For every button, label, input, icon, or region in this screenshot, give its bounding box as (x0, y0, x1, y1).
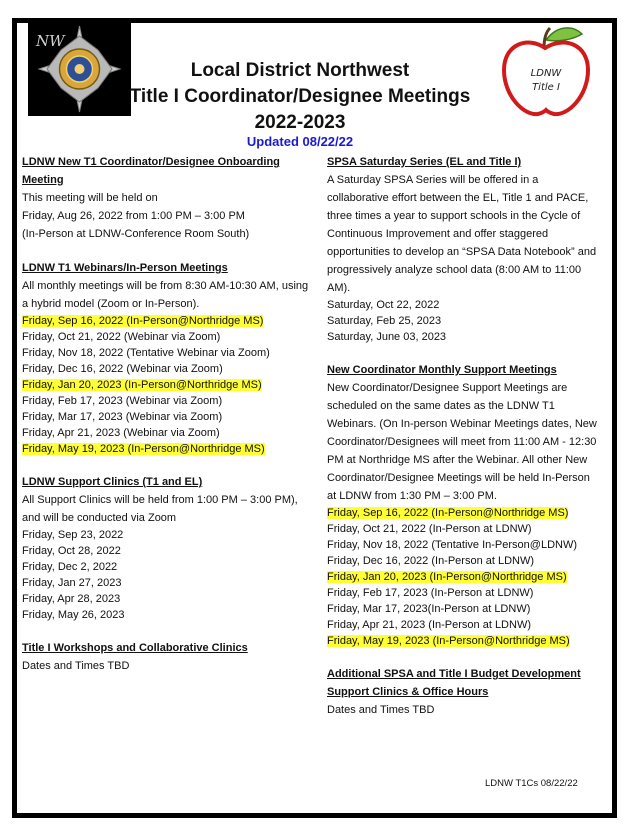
new-coordinator-date-text: Friday, Oct 21, 2022 (In-Person at LDNW) (327, 523, 532, 535)
clinic-date-text: Friday, Oct 28, 2022 (22, 545, 121, 557)
webinar-date-text: Friday, Oct 21, 2022 (Webinar via Zoom) (22, 331, 221, 343)
svg-text:Title I: Title I (532, 82, 560, 93)
clinic-date-text: Friday, Dec 2, 2022 (22, 561, 118, 573)
onboarding-line: (In-Person at LDNW-Conference Room South) (22, 228, 250, 240)
spsa-date-text: Saturday, Oct 22, 2022 (327, 299, 440, 311)
new-coordinator-date-text: Friday, Sep 16, 2022 (In-Person@Northridge MS) (327, 507, 569, 519)
clinics-heading: LDNW Support Clinics (T1 and EL) (22, 476, 203, 488)
new-coordinator-date (327, 521, 597, 537)
new-coordinator-date-text: Friday, May 19, 2023 (In-Person@Northridge MS) (327, 635, 570, 647)
new-coordinator-date (327, 505, 597, 521)
svg-text:LDNW: LDNW (530, 68, 562, 79)
clinic-date-text: Friday, Sep 23, 2022 (22, 529, 124, 541)
workshops-heading: Title I Workshops and Collaborative Clinics (22, 642, 248, 654)
budget-text: Dates and Times TBD (327, 704, 435, 716)
new-coordinator-date-text: Friday, Apr 21, 2023 (In-Person at LDNW) (327, 619, 531, 631)
webinar-date (22, 377, 312, 393)
new-coordinator-date (327, 585, 597, 601)
webinar-date-list (22, 313, 312, 457)
spsa-intro: A Saturday SPSA Series will be offered in a collaborative effort between the EL, Title 1 and PACE, three times a year to support schools in the Cycle of Continuous Improvement and offer staggered opportunities to develop an “SPSA Data Notebook” and progressively analyze school data (8:00 AM to 11:00 AM). (327, 174, 597, 294)
webinar-date (22, 329, 312, 345)
title-line-2: Title I Coordinator/Designee Meetings (129, 86, 471, 107)
webinar-date-text: Friday, Nov 18, 2022 (Tentative Webinar via Zoom) (22, 347, 270, 359)
spsa-date-text: Saturday, Feb 25, 2023 (327, 315, 442, 327)
budget-section (327, 665, 597, 719)
document-title (110, 58, 490, 136)
clinics-section (22, 473, 312, 623)
new-coordinator-date (327, 537, 597, 553)
new-coordinator-date-text: Friday, Mar 17, 2023(In-Person at LDNW) (327, 603, 531, 615)
spsa-date (327, 313, 597, 329)
webinar-date (22, 441, 312, 457)
onboarding-line: This meeting will be held on (22, 192, 158, 204)
clinic-date (22, 559, 312, 575)
new-coordinator-intro: New Coordinator/Designee Support Meetings are scheduled on the same dates as the LDNW T1 Webinars. (On In-person Webinar Meetings dates, New Coordinator/Designees will meet from 11:00 AM - 12:30 PM at Northridge MS after the Webinar. All other New Coordinator/Designee Meetings will be held In-Person at LDNW from 1:30 PM – 3:00 PM. (327, 382, 597, 502)
webinar-date-text: Friday, Dec 16, 2022 (Webinar via Zoom) (22, 363, 223, 375)
spsa-section (327, 153, 597, 345)
title-line-1: Local District Northwest (190, 60, 410, 81)
webinars-section (22, 259, 312, 457)
webinar-date (22, 313, 312, 329)
new-coordinator-date-text: Friday, Nov 18, 2022 (Tentative In-Person@LDNW) (327, 539, 578, 551)
clinic-date-text: Friday, Jan 27, 2023 (22, 577, 122, 589)
workshops-text: Dates and Times TBD (22, 660, 130, 672)
webinar-date-text: Friday, Jan 20, 2023 (In-Person@Northridge MS) (22, 379, 262, 391)
webinar-date (22, 361, 312, 377)
ldnw-title-i-apple-logo (498, 18, 594, 120)
spsa-date (327, 329, 597, 345)
onboarding-heading: LDNW New T1 Coordinator/Designee Onboarding Meeting (22, 156, 280, 186)
new-coordinator-date-text: Friday, Jan 20, 2023 (In-Person@Northridge MS) (327, 571, 567, 583)
webinar-date (22, 425, 312, 441)
budget-heading: Additional SPSA and Title I Budget Development Support Clinics & Office Hours (327, 668, 581, 698)
spsa-date (327, 297, 597, 313)
clinic-date-text: Friday, Apr 28, 2023 (22, 593, 121, 605)
clinic-date (22, 527, 312, 543)
webinar-date-text: Friday, May 19, 2023 (In-Person@Northridge MS) (22, 443, 265, 455)
clinic-date (22, 543, 312, 559)
new-coordinator-date-text: Friday, Feb 17, 2023 (In-Person at LDNW) (327, 587, 534, 599)
webinar-date-text: Friday, Mar 17, 2023 (Webinar via Zoom) (22, 411, 223, 423)
new-coordinator-date (327, 569, 597, 585)
webinars-intro: All monthly meetings will be from 8:30 AM-10:30 AM, using a hybrid model (Zoom or In-Person). (22, 280, 309, 310)
webinar-date-text: Friday, Apr 21, 2023 (Webinar via Zoom) (22, 427, 220, 439)
clinic-date (22, 591, 312, 607)
new-coordinator-date-text: Friday, Dec 16, 2022 (In-Person at LDNW) (327, 555, 535, 567)
new-coordinator-heading: New Coordinator Monthly Support Meetings (327, 364, 557, 376)
new-coordinator-date (327, 633, 597, 649)
spsa-date-list (327, 297, 597, 345)
webinar-date-text: Friday, Sep 16, 2022 (In-Person@Northridge MS) (22, 315, 264, 327)
new-coordinator-date (327, 617, 597, 633)
title-line-3: 2022-2023 (254, 112, 346, 133)
left-column (22, 153, 312, 691)
new-coordinator-section (327, 361, 597, 649)
clinic-date (22, 607, 312, 623)
webinar-date (22, 409, 312, 425)
clinic-date-list (22, 527, 312, 623)
webinar-date (22, 393, 312, 409)
spsa-date-text: Saturday, June 03, 2023 (327, 331, 447, 343)
updated-date: Updated 08/22/22 (246, 134, 354, 149)
new-coordinator-date-list (327, 505, 597, 649)
svg-text:NW: NW (36, 32, 65, 50)
onboarding-section (22, 153, 312, 243)
clinic-date-text: Friday, May 26, 2023 (22, 609, 125, 621)
clinics-intro: All Support Clinics will be held from 1:00 PM – 3:00 PM), and will be conducted via Zoom (22, 494, 298, 524)
workshops-section (22, 639, 312, 675)
footer-code: LDNW T1Cs 08/22/22 (485, 778, 578, 789)
spsa-heading: SPSA Saturday Series (EL and Title I) (327, 156, 522, 168)
new-coordinator-date (327, 553, 597, 569)
webinar-date (22, 345, 312, 361)
new-coordinator-date (327, 601, 597, 617)
clinic-date (22, 575, 312, 591)
webinars-heading: LDNW T1 Webinars/In-Person Meetings (22, 262, 228, 274)
right-column (327, 153, 597, 735)
onboarding-line: Friday, Aug 26, 2022 from 1:00 PM – 3:00 PM (22, 210, 245, 222)
webinar-date-text: Friday, Feb 17, 2023 (Webinar via Zoom) (22, 395, 223, 407)
